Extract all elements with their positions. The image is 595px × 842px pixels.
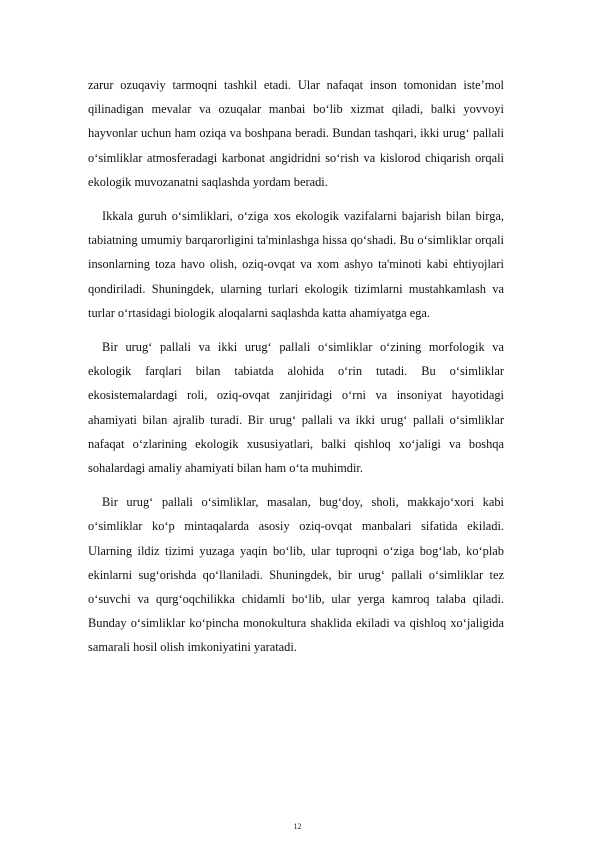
paragraph: Bir urug‘ pallali va ikki urug‘ pallali o‘simliklar o‘zining morfologik va ekologik farqlari bilan tabiatda alohida o‘rin tutadi. Bu o‘simliklar ekosistemalardagi roli, oziq-ovqat zanjiridagi o‘rni va insoniyat hayotidagi ahamiyati bilan ajralib turadi. Bir urug‘ pallali va ikki urug‘ pallali o‘simliklar nafaqat o‘zlarining ekologik xususiyatlari, balki qishloq xo‘jaligi va boshqa sohalardagi amaliy ahamiyati bilan ham o‘ta muhimdir. xyxy=(88,340,504,476)
paragraph: Ikkala guruh o‘simliklari, o‘ziga xos ekologik vazifalarni bajarish bilan birga, tabiatning umumiy barqarorligini ta'minlashga hissa qo‘shadi. Bu o‘simliklar orqali insonlarning toza havo olish, oziq-ovqat va xom ashyo ta'minoti kabi ehtiyojlari qondiriladi. Shuningdek, ularning turlari ekologik tizimlarni mustahkamlash va turlar o‘rtasidagi biologik aloqalarni saqlashda katta ahamiyatga ega. xyxy=(88,209,504,320)
paragraph: Bir urug‘ pallali o‘simliklar, masalan, bug‘doy, sholi, makkajo‘xori kabi o‘simliklar ko‘p mintaqalarda asosiy oziq-ovqat manbalari sifatida ekiladi. Ularning ildiz tizimi yuzaga yaqin bo‘lib, ular tuproqni o‘ziga bog‘lab, ko‘plab ekinlarni sug‘orishda qo‘llaniladi. Shuningdek, bir urug‘ pallali o‘simliklar tez o‘suvchi va qurg‘oqchilikka chidamli bo‘lib, ular yerga kamroq talaba qiladi. Bunday o‘simliklar ko‘pincha monokultura shaklida ekiladi va qishloq xo‘jaligida samarali hosil olish imkoniyatini yaratadi. xyxy=(88,495,504,655)
page-number: 12 xyxy=(293,822,302,831)
paragraph: zarur ozuqaviy tarmoqni tashkil etadi. Ular nafaqat inson tomonidan iste’mol qilinadigan mevalar va ozuqalar manbai bo‘lib xizmat qiladi, balki yovvoyi hayvonlar uchun ham oziqa va boshpana beradi. Bundan tashqari, ikki urug‘ pallali o‘simliklar atmosferadagi karbonat angidridni so‘rish va kislorod chiqarish orqali ekologik muvozanatni saqlashda yordam beradi. xyxy=(88,78,504,189)
document-body xyxy=(88,73,504,660)
